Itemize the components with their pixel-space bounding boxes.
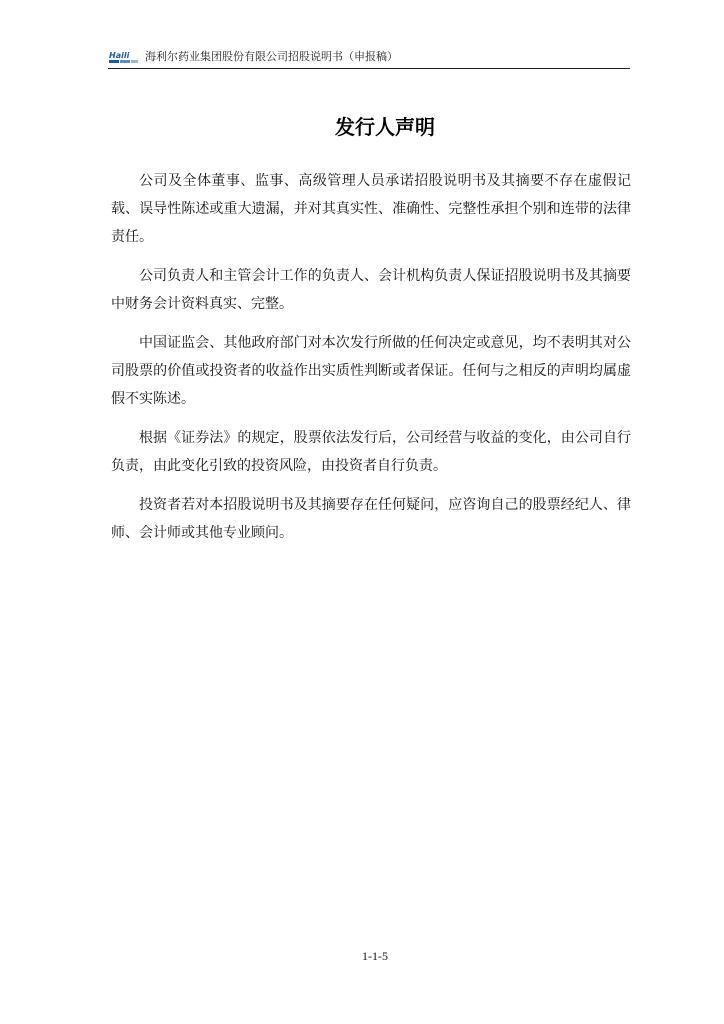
paragraph-2: 公司负责人和主管会计工作的负责人、会计机构负责人保证招股说明书及其摘要中财务会计资料真实、完整。 (111, 268, 631, 312)
company-logo (108, 50, 144, 64)
page-number: 1-1-5 (362, 949, 388, 963)
header-title: 海利尔药业集团股份有限公司招股说明书（申报稿） (145, 50, 398, 63)
svg-text:Haili: Haili (109, 51, 130, 60)
paragraph-1: 公司及全体董事、监事、高级管理人员承诺招股说明书及其摘要不存在虚假记载、误导性陈述或重大遗漏，并对其真实性、准确性、完整性承担个别和连带的法律责任。 (111, 173, 631, 245)
paragraph-4: 根据《证券法》的规定，股票依法发行后，公司经营与收益的变化，由公司自行负责，由此变化引致的投资风险，由投资者自行负责。 (111, 430, 631, 474)
paragraph-3: 中国证监会、其他政府部门对本次发行所做的任何决定或意见，均不表明其对公司股票的价值或投资者的收益作出实质性判断或者保证。任何与之相反的声明均属虚假不实陈述。 (111, 335, 631, 407)
page-title: 发行人声明 (335, 115, 435, 139)
page-header (108, 46, 630, 69)
paragraph-5: 投资者若对本招股说明书及其摘要存在任何疑问，应咨询自己的股票经纪人、律师、会计师或其他专业顾问。 (111, 497, 631, 541)
statement-body (111, 167, 631, 558)
